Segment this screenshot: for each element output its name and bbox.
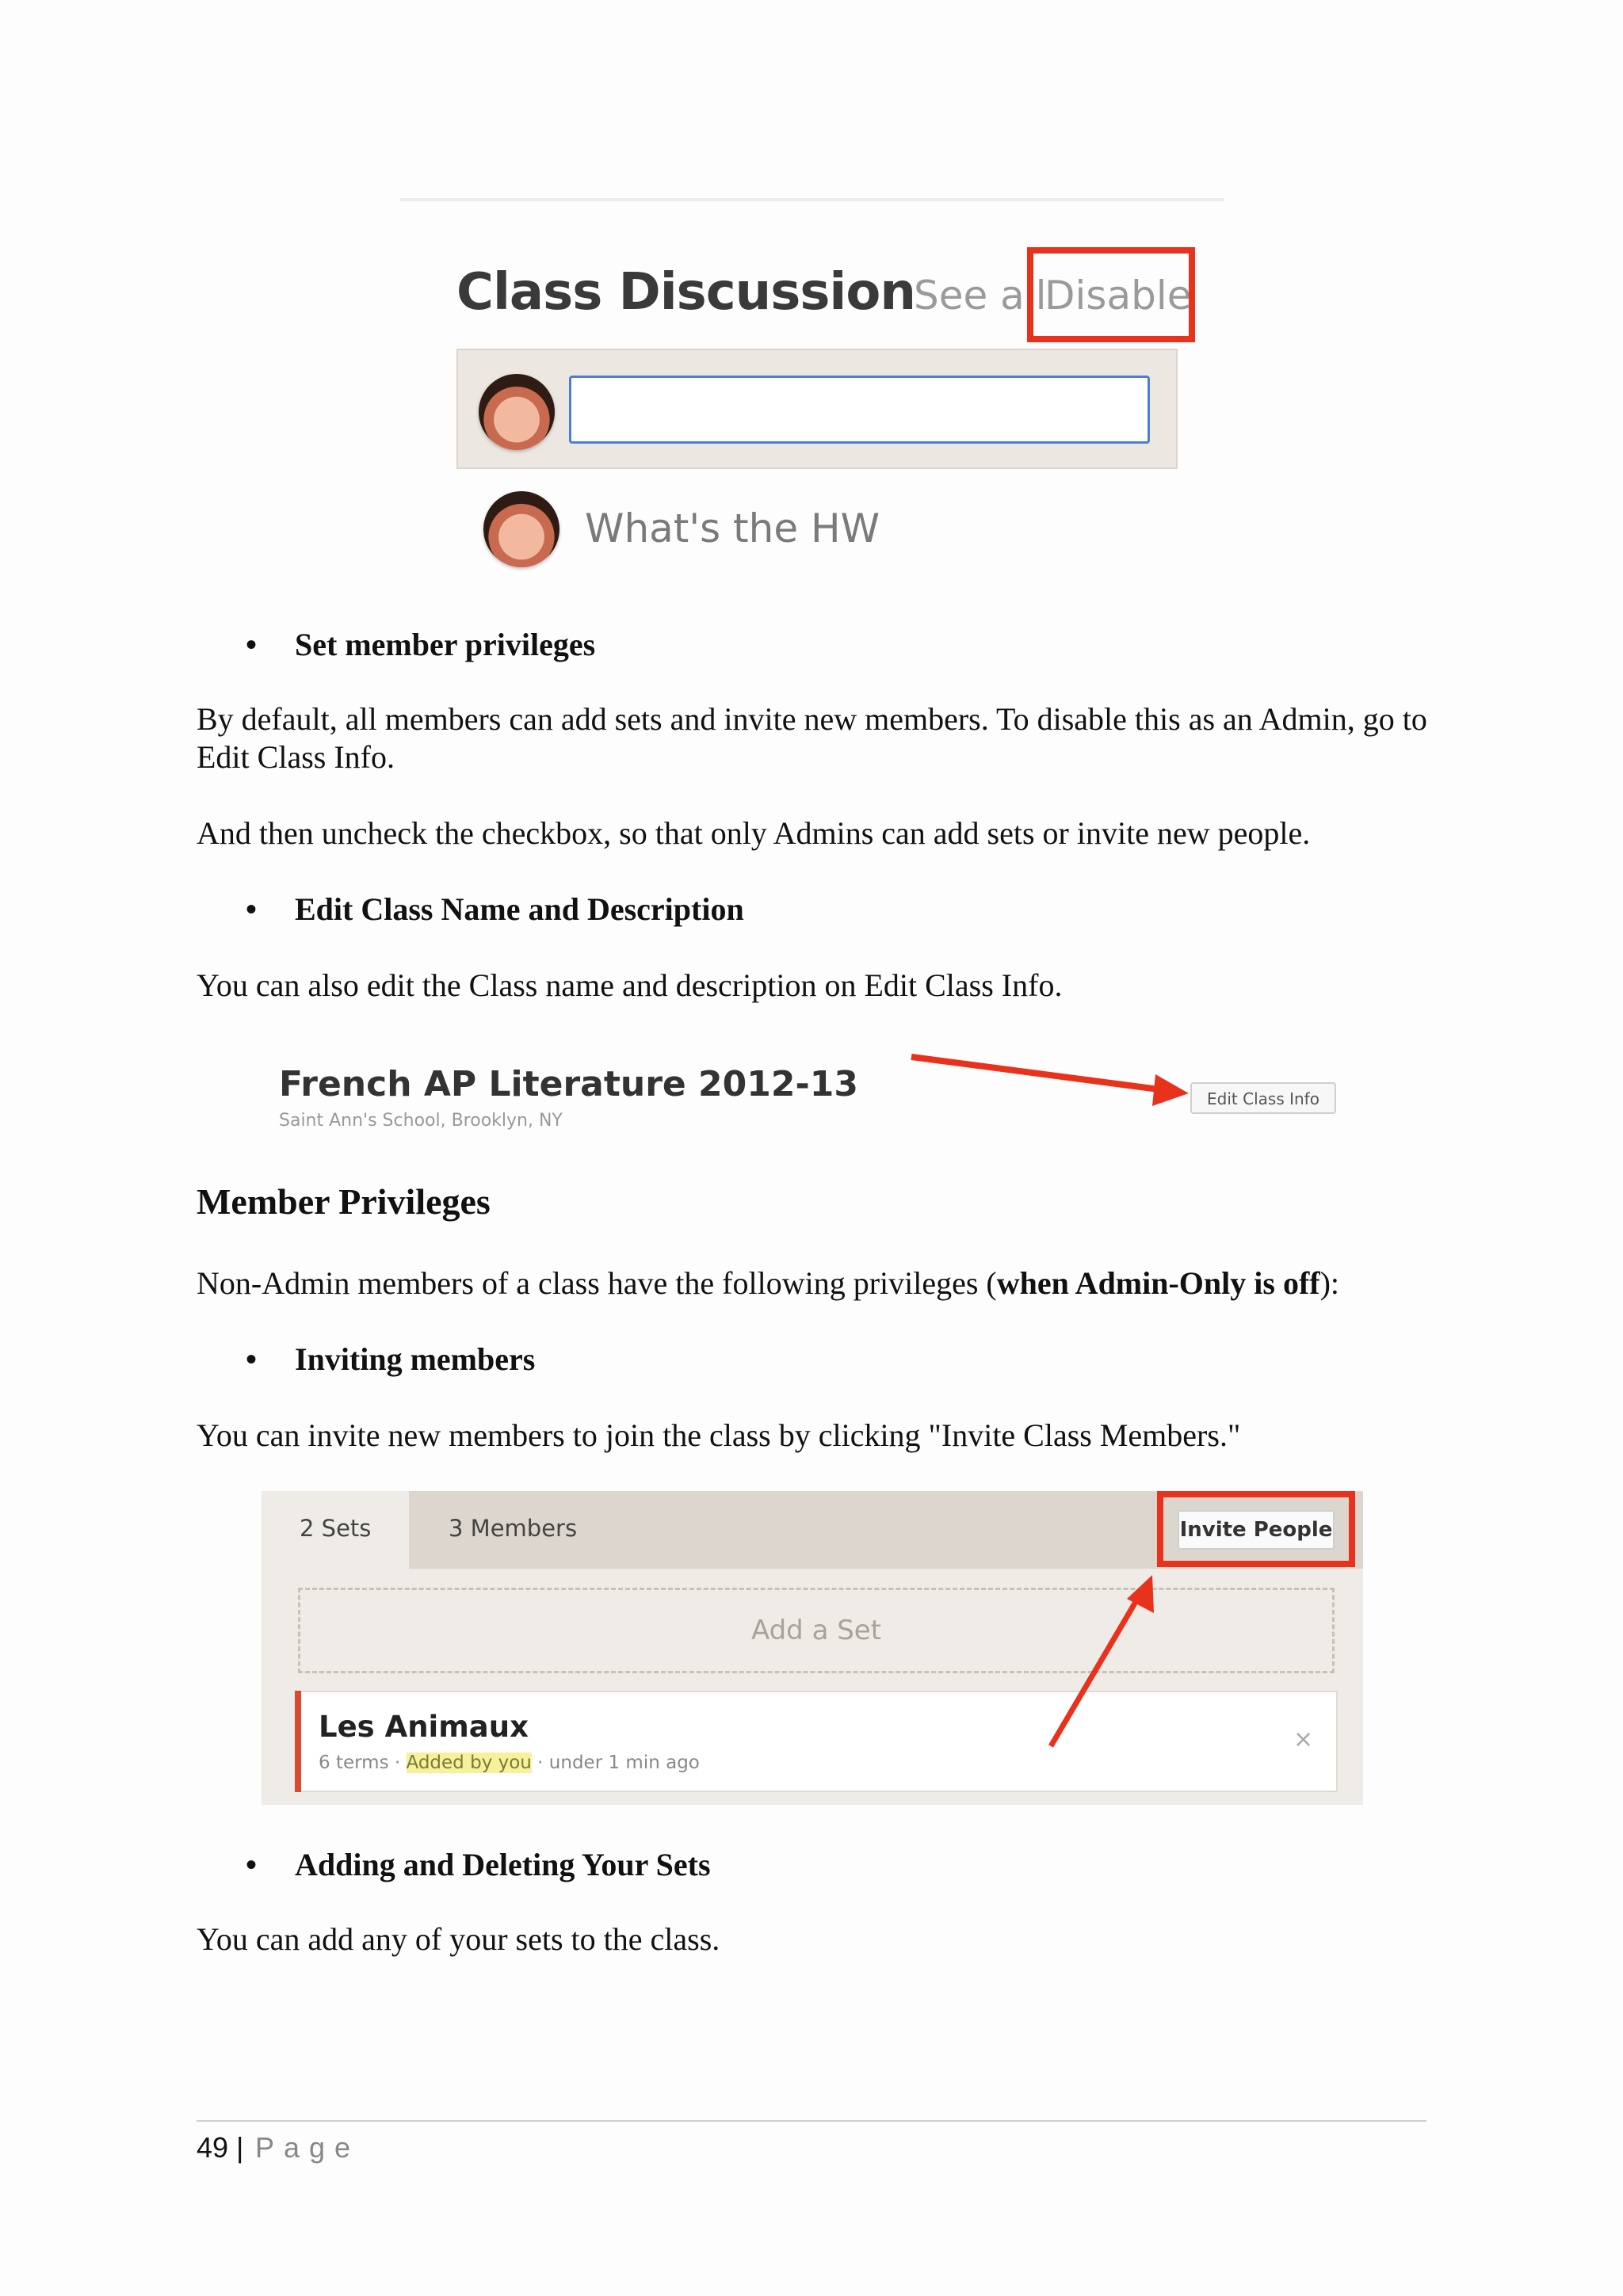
intro-bold: when Admin-Only is off xyxy=(996,1265,1320,1301)
bullet-label: Edit Class Name and Description xyxy=(295,891,744,927)
class-school: Saint Ann's School, Brooklyn, NY xyxy=(279,1111,563,1131)
paragraph: And then uncheck the checkbox, so that only Admins can add sets or invite new people. xyxy=(197,815,1311,851)
intro-paragraph xyxy=(197,1264,1449,1302)
set-card-accent xyxy=(295,1691,301,1792)
bullet-dot: • xyxy=(246,1341,258,1377)
invite-highlight-box xyxy=(1157,1491,1355,1567)
paragraph: You can also edit the Class name and description on Edit Class Info. xyxy=(197,967,1063,1003)
set-time: · under 1 min ago xyxy=(531,1753,700,1773)
see-all-link[interactable]: See all xyxy=(914,273,1047,318)
discussion-input[interactable] xyxy=(569,376,1150,444)
set-term-count: 6 terms · xyxy=(319,1753,407,1773)
class-name: French AP Literature 2012-13 xyxy=(279,1064,859,1104)
arrow-shaft xyxy=(911,1057,1165,1090)
user-avatar xyxy=(479,374,555,450)
edit-class-info-button[interactable]: Edit Class Info xyxy=(1190,1082,1336,1114)
page-number: 49 | xyxy=(197,2131,244,2164)
post-author-avatar xyxy=(483,491,559,567)
section-heading: Member Privileges xyxy=(197,1181,491,1222)
set-meta xyxy=(319,1753,700,1773)
bullet-dot: • xyxy=(246,1847,258,1882)
arrow-to-invite-people xyxy=(1038,1569,1173,1759)
bullet-label: Inviting members xyxy=(295,1341,536,1377)
intro-text: Non-Admin members of a class have the following privileges ( xyxy=(197,1265,997,1301)
tab-sets-label: 2 Sets xyxy=(300,1515,372,1542)
arrow-to-edit-class-info xyxy=(903,1046,1197,1109)
class-discussion-title: Class Discussion xyxy=(456,263,915,322)
paragraph: You can invite new members to join the class by clicking "Invite Class Members." xyxy=(197,1417,1241,1453)
footer-rule xyxy=(197,2120,1426,2122)
bullet-dot: • xyxy=(246,627,258,662)
paragraph: By default, all members can add sets and invite new members. To disable this as an Admin, go to Edit Class Info. xyxy=(197,701,1427,775)
bullet-label: Adding and Deleting Your Sets xyxy=(295,1847,711,1882)
intro-text-end: ): xyxy=(1319,1265,1340,1301)
invite-people-button[interactable]: Invite People xyxy=(1178,1510,1335,1550)
add-set-dropzone[interactable]: Add a Set xyxy=(298,1588,1335,1673)
tab-members[interactable]: 3 Members xyxy=(449,1515,578,1542)
page-label: Page xyxy=(255,2131,361,2164)
added-by-badge: Added by you xyxy=(406,1753,532,1773)
paragraph: You can add any of your sets to the class. xyxy=(197,1921,720,1957)
discussion-post-text: What's the HW xyxy=(585,505,880,551)
disable-link[interactable]: Disable xyxy=(1044,273,1192,318)
arrow-shaft xyxy=(1051,1592,1141,1746)
arrow-head xyxy=(1152,1074,1189,1106)
set-title[interactable]: Les Animaux xyxy=(319,1710,529,1744)
bullet-label: Set member privileges xyxy=(295,627,596,662)
remove-set-close-icon[interactable]: × xyxy=(1293,1726,1314,1753)
disable-highlight-box xyxy=(1027,247,1195,342)
screenshot-top-rule xyxy=(400,198,1224,201)
bullet-dot: • xyxy=(246,891,258,927)
